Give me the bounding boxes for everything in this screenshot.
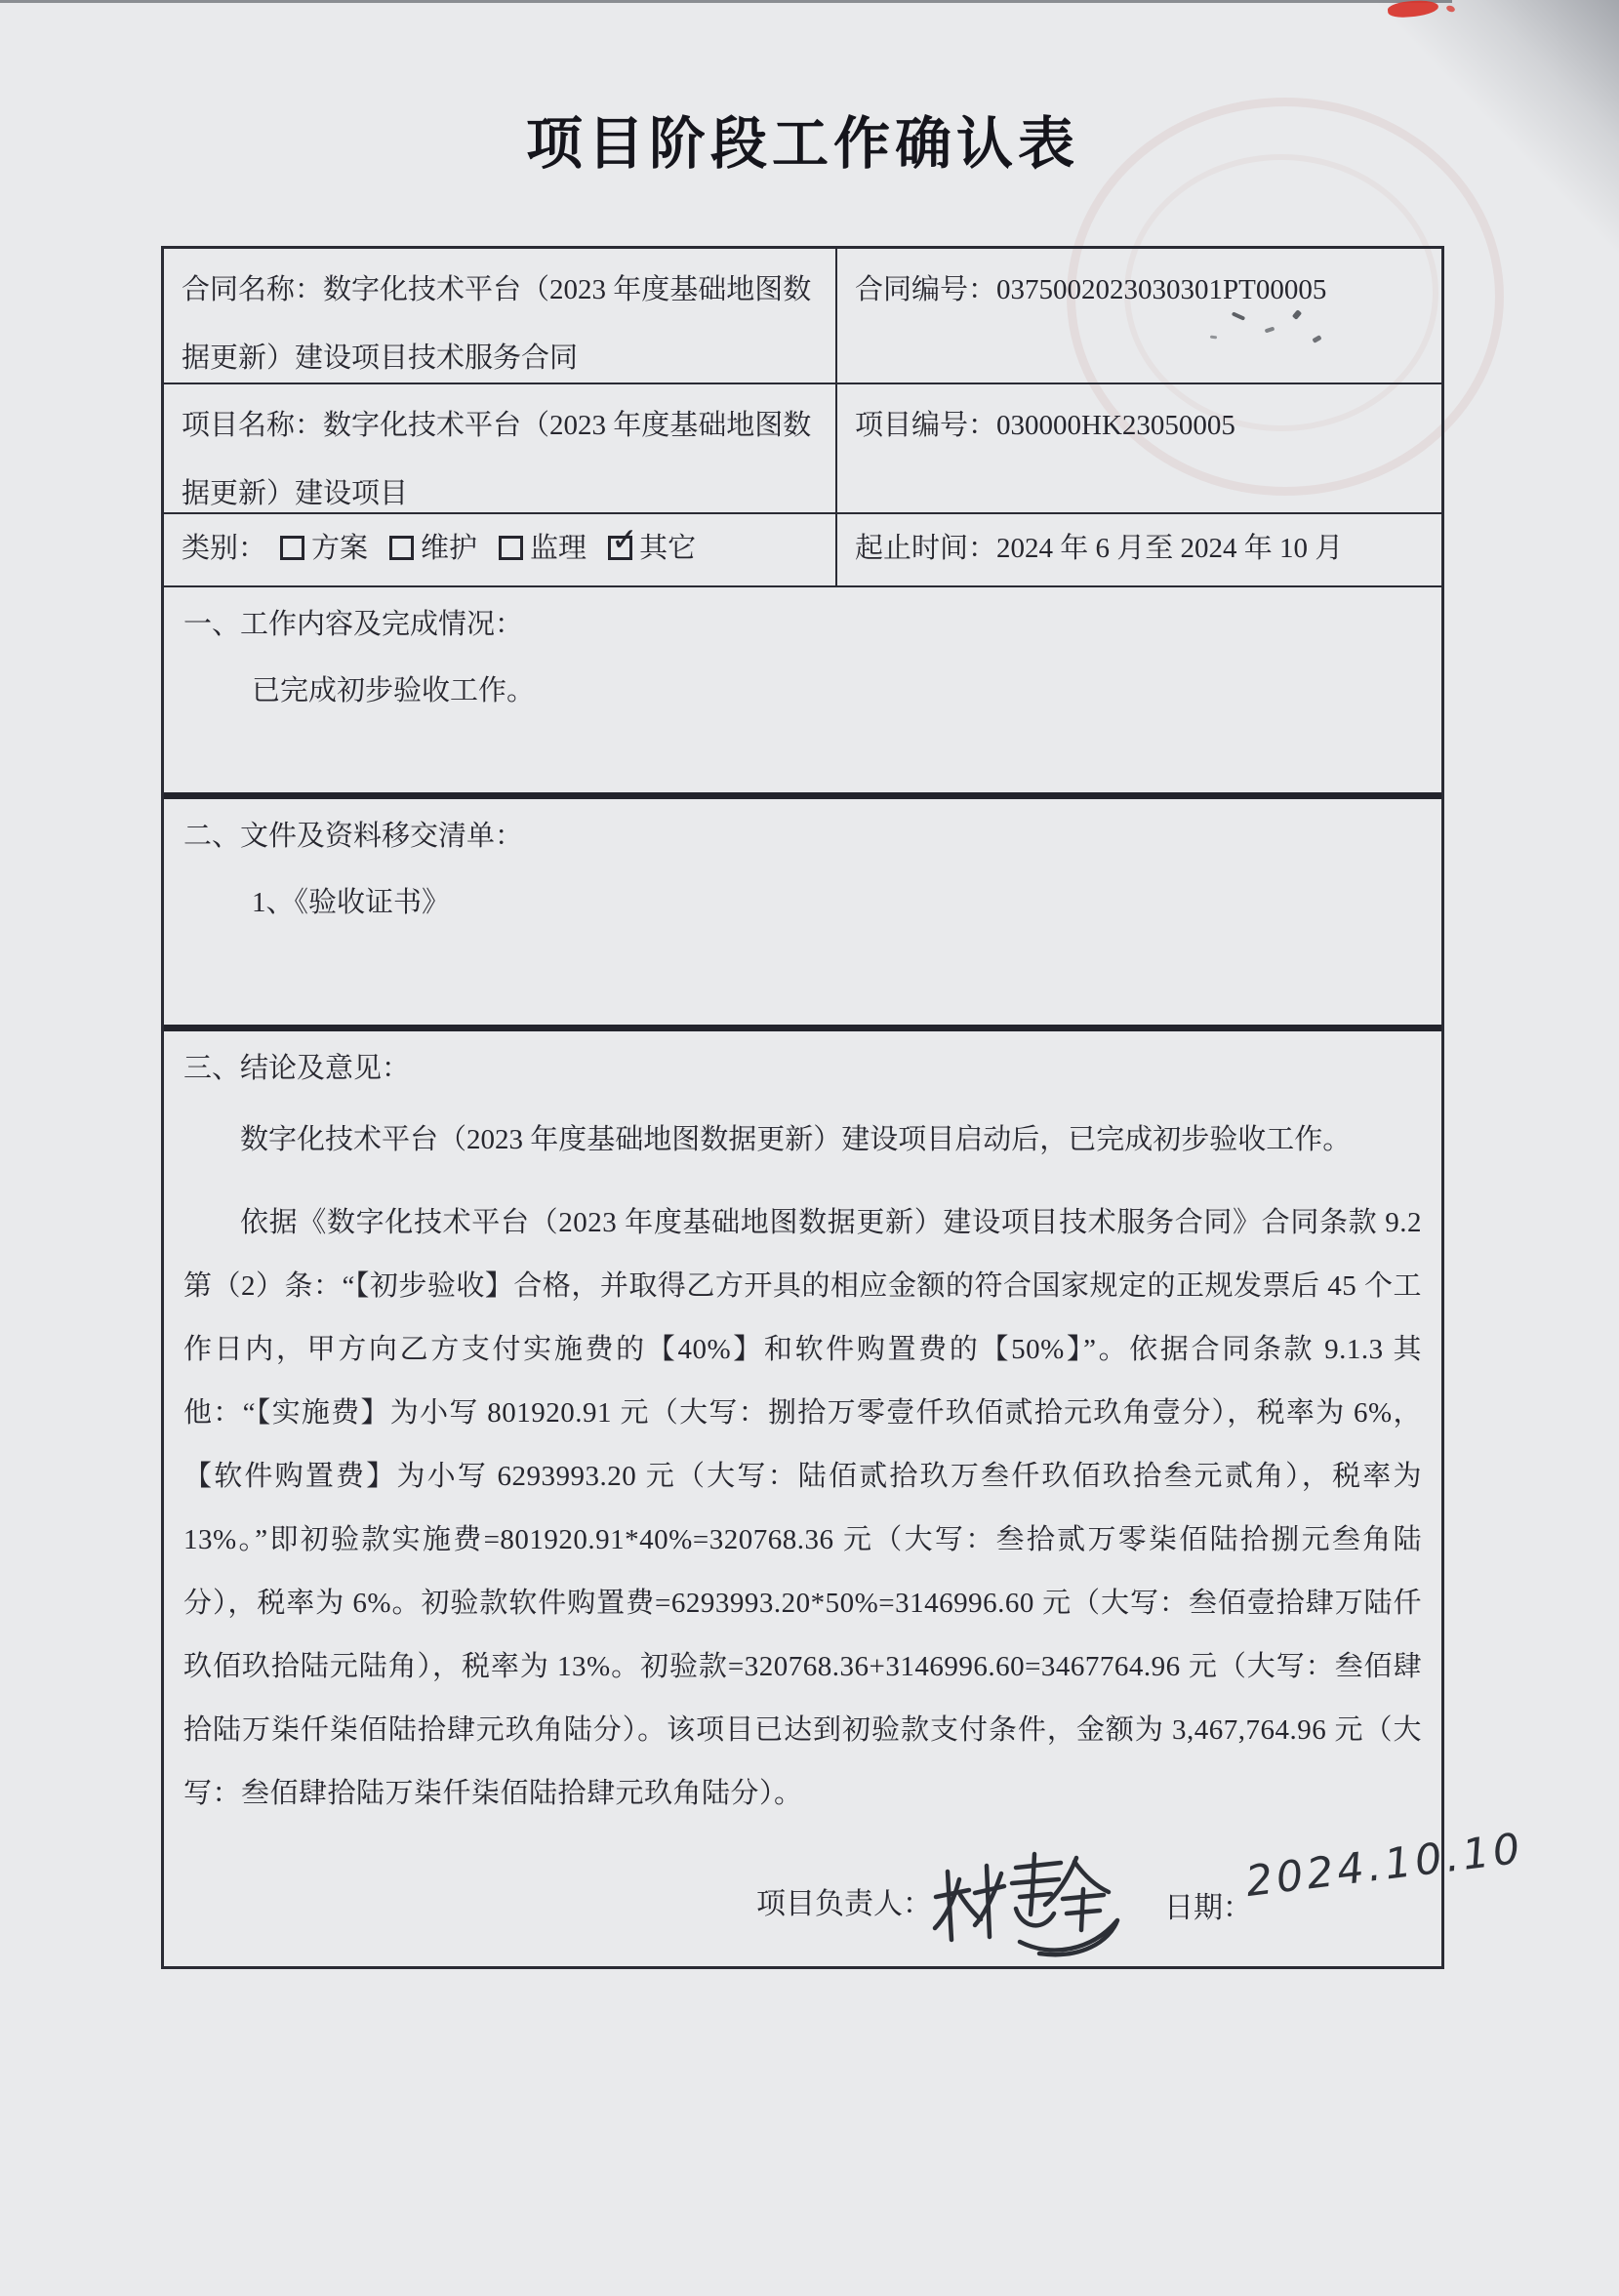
checkbox-option-label: 其它 bbox=[639, 533, 697, 564]
contract-name-cell bbox=[164, 249, 835, 383]
duration-value: 2024 年 6 月至 2024 年 10 月 bbox=[996, 533, 1344, 564]
check-icon: ✓ bbox=[611, 520, 638, 558]
project-name-cell bbox=[164, 384, 835, 512]
contract-name-label: 合同名称： bbox=[182, 274, 324, 305]
section-one-heading: 一、工作内容及完成情况： bbox=[183, 609, 524, 640]
signatory-label: 项目负责人： bbox=[756, 1888, 932, 1920]
section-two-item: 1、《验收证书》 bbox=[252, 887, 451, 918]
section-three-heading: 三、结论及意见： bbox=[183, 1053, 411, 1084]
table-row-category bbox=[164, 512, 1441, 585]
contract-no-cell bbox=[835, 249, 1441, 383]
conclusion-paragraph-2: 依据《数字化技术平台（2023 年度基础地图数据更新）建设项目技术服务合同》合同条款 9.2 第（2）条：“【初步验收】合格，并取得乙方开具的相应金额的符合国家规定的正规发票后 45 个工作日内，甲方向乙方支付实施费的【40%】和软件购置费的【50%】”。依据合同条款 9.1.3 其他：“【实施费】为小写 801920.91 元（大写：捌拾万零壹仟玖佰贰拾元玖角壹分），税率为 6%，【软件购置费】为小写 6293993.20 元（大写：陆佰贰拾玖万叁仟玖佰玖拾叁元贰角），税率为 13%。”即初验款实施费=801920.91*40%=320768.36 元（大写：叁拾贰万零柒佰陆拾捌元叁角陆分），税率为 6%。初验款软件购置费=6293993.20*50%=3146996.60 元（大写：叁佰壹拾肆万陆仟玖佰玖拾陆元陆角），税率为 13%。初验款=320768.36+3146996.60=3467764.96 元（大写：叁佰肆拾陆万柒仟柒佰陆拾肆元玖角陆分）。该项目已达到初验款支付条件，金额为 3,467,764.96 元（大写：叁佰肆拾陆万柒仟柒佰陆拾肆元玖角陆分）。 bbox=[183, 1207, 1422, 1809]
project-name-label: 项目名称： bbox=[182, 410, 324, 441]
project-name-value: 数字化技术平台（2023 年度基础地图数据更新）建设项目 bbox=[182, 410, 812, 509]
form-table bbox=[161, 246, 1444, 1969]
conclusion-paragraph-1: 数字化技术平台（2023 年度基础地图数据更新）建设项目启动后，已完成初步验收工作。 bbox=[240, 1124, 1352, 1155]
checkbox-option-label: 监理 bbox=[530, 533, 587, 564]
page-title: 项目阶段工作确认表 bbox=[525, 112, 1079, 176]
contract-no-label: 合同编号： bbox=[855, 274, 997, 305]
section-one-body: 已完成初步验收工作。 bbox=[252, 675, 536, 706]
section-handover-list bbox=[164, 792, 1441, 1025]
duration-cell bbox=[835, 514, 1441, 585]
project-no-value: 030000HK23050005 bbox=[996, 410, 1235, 441]
category-options bbox=[266, 520, 697, 564]
checkbox-unchecked-icon bbox=[499, 536, 523, 560]
checkbox-option-label: 维护 bbox=[421, 533, 478, 564]
handwritten-signature bbox=[930, 1844, 1140, 1966]
signature-block bbox=[756, 1824, 1527, 1971]
category-label: 类别： bbox=[182, 533, 267, 564]
section-work-content bbox=[164, 585, 1441, 792]
table-row-project bbox=[164, 383, 1441, 512]
checkbox-option-fangan bbox=[280, 533, 368, 564]
scan-edge-line bbox=[0, 0, 1452, 3]
checkbox-checked-icon bbox=[608, 520, 638, 560]
handwritten-date: 2024.10.10 bbox=[1242, 1824, 1527, 1907]
table-row-contract bbox=[164, 249, 1441, 383]
project-no-cell bbox=[835, 384, 1441, 512]
contract-no-value: 0375002023030301PT00005 bbox=[996, 274, 1327, 305]
section-conclusion bbox=[164, 1025, 1441, 1966]
checkbox-unchecked-icon bbox=[280, 536, 304, 560]
checkbox-option-qita bbox=[608, 520, 697, 564]
signature-name-text bbox=[756, 1844, 757, 1845]
section-two-heading: 二、文件及资料移交清单： bbox=[183, 821, 524, 852]
project-no-label: 项目编号： bbox=[855, 410, 997, 441]
checkbox-unchecked-icon bbox=[389, 536, 414, 560]
checkbox-option-label: 方案 bbox=[311, 533, 369, 564]
checkbox-option-jianli bbox=[499, 533, 587, 564]
contract-name-value: 数字化技术平台（2023 年度基础地图数据更新）建设项目技术服务合同 bbox=[182, 274, 812, 374]
checkbox-option-weihu bbox=[389, 533, 477, 564]
date-label: 日期： bbox=[1164, 1892, 1252, 1924]
duration-label: 起止时间： bbox=[855, 533, 997, 564]
category-cell bbox=[164, 514, 835, 585]
